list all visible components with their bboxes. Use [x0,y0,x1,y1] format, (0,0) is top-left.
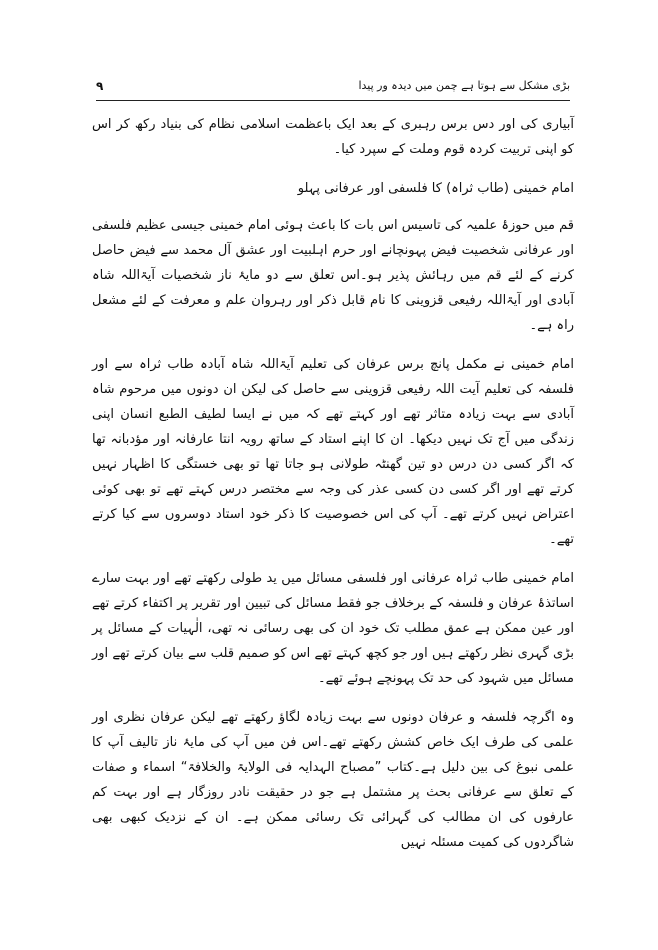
paragraph-1: آبیاری کی اور دس برس رہبری کے بعد ایک باعظمت اسلامی نظام کی بنیاد رکھ کر اس کو اپنی تربیت کردہ قوم وملت کے سپرد کیا۔ [92,117,574,157]
page-number: ۹ [96,79,104,93]
body-text [92,112,574,869]
paragraph-5: وہ اگرچہ فلسفہ و عرفان دونوں سے بہت زیادہ لگاؤ رکھتے تھے لیکن عرفان نظری اور علمی کی طرف ایک خاص کشش رکھتے تھے۔اس فن میں آپ کی مایۂ ناز تالیف آپ کا علمی نبوغ کی بین دلیل ہے۔کتاب ”مصباح الہدایہ فی الولایۃ والخلافۃ“ اسماء و صفات کے تعلق سے عرفانی بحث پر مشتمل ہے جو در حقیقت نادر روزگار ہے اور بہت کم عارفوں کی ان مطالب کی گہرائی تک رسائی ممکن ہے۔ ان کے نزدیک کبھی بھی شاگردوں کی کمیت مسئلہ نہیں [92,710,574,850]
paragraph-4: امام خمینی طاب ثراہ عرفانی اور فلسفی مسائل میں ید طولی رکھتے تھے اور بہت سارے اساتذۂ عرفان و فلسفہ کے برخلاف جو فقط مسائل کی تبیین اور تقریر پر اکتفاء کرتے تھے اور عین ممکن ہے عمق مطلب تک خود ان کی بھی رسائی نہ تھی، الٰہیات کے مسائل پر بڑی گہری نظر رکھتے ہیں اور جو کچھ کہتے تھے اس کو صمیم قلب سے بیان کرتے تھے اور مسائل میں شہود کی حد تک پہونچے ہوئے تھے۔ [92,571,574,686]
paragraph-2: قم میں حوزۂ علمیہ کی تاسیس اس بات کا باعث ہوئی امام خمینی جیسی عظیم فلسفی اور عرفانی شخصیت فیض پہونچانے اور حرم اہلبیت اور عشق آل محمد سے فیض حاصل کرنے کے لئے قم میں رہائش پذیر ہو۔اس تعلق سے دو مایۂ ناز شخصیات آیۃاللہ شاہ آبادی اور آیۃاللہ رفیعی قزوینی کا نام قابل ذکر اور رہروان علم و معرفت کے لئے مشعل راہ ہے۔ [92,218,574,333]
paragraph-3: امام خمینی نے مکمل پانچ برس عرفان کی تعلیم آیۃاللہ شاہ آبادہ طاب ثراہ سے اور فلسفہ کی تعلیم آیت اللہ رفیعی قزوینی سے حاصل کی لیکن ان دونوں میں مرحوم شاہ آبادی سے بہت زیادہ متاثر تھے اور کہتے تھے کہ میں نے ایسا لطیف الطبع انسان اپنی زندگی میں آج تک نہیں دیکھا۔ ان کا اپنے استاد کے ساتھ رویہ انتا عارفانہ اور مؤدبانہ تھا کہ اگر کسی دن درس دو تین گھنٹہ طولانی ہو جاتا تھا تو بھی خستگی کا اظہار نہیں کرتے تھے اور اگر کسی دن کسی عذر کی وجہ سے مختصر درس کہتے تھے تو بھی کوئی اعتراض نہیں کرتے تھے۔ آپ کی اس خصوصیت کا ذکر خود استاد دوسروں سے کیا کرتے تھے۔ [92,357,574,547]
page-header [96,76,570,98]
section-heading: امام خمینی (طاب ثراہ) کا فلسفی اور عرفانی پہلو [297,181,574,196]
running-head: بڑی مشکل سے ہوتا ہے چمن میں دیدہ ور پیدا [358,79,570,92]
header-rule [96,100,570,101]
